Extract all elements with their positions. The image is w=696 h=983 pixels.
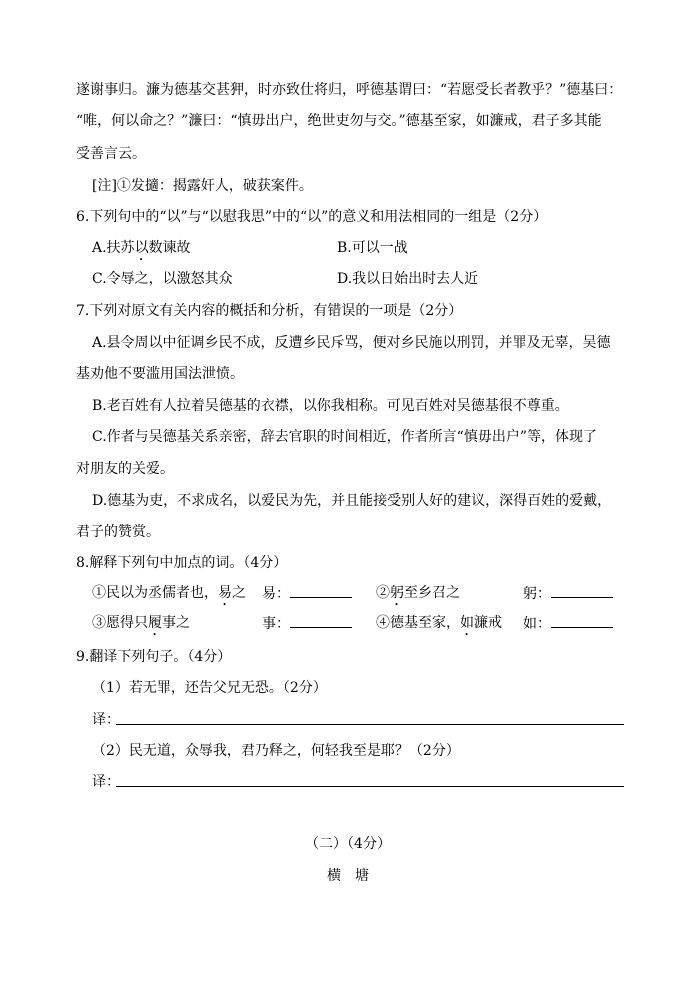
- q7-option-c-line1: C.作者与吴德基关系亲密，辞去官职的时间相近，作者所言“慎毋出户”等，体现了: [92, 429, 597, 445]
- q8-item-2-post: 至乡召之: [404, 585, 460, 601]
- q8-item-2-blank[interactable]: [551, 583, 613, 598]
- q7-option-a-line1: A.县令周以中征调乡民不成，反遭乡民斥骂，便对乡民施以刑罚，并罪及无辜，吴德: [92, 335, 611, 351]
- q7-option-a-line2: 基劝他不要滥用国法泄愤。: [76, 366, 244, 382]
- q8-item-2-answer: [523, 583, 613, 604]
- q8-item-4-post: 濂戒: [474, 615, 502, 631]
- q6-stem: 6.下列句中的“以”与“以慰我思”中的“以”的意义和用法相同的一组是（2分）: [76, 209, 548, 225]
- q8-stem: 8.解释下列句中加点的词。（4分）: [76, 555, 288, 571]
- q8-item-3-post: 事之: [162, 615, 190, 631]
- q6-a-dotted-word: 以: [134, 240, 149, 256]
- q8-item-2-label: 躬：: [523, 586, 551, 602]
- q8-item-4-pre: ④德基至家，: [376, 615, 460, 631]
- poem-title: 横 塘: [327, 868, 369, 884]
- passage-line-2: “唯，何以命之？”濂曰：“慎毋出户，绝世吏勿与交。”德基至家，如濂戒，君子多其能: [76, 113, 602, 129]
- q8-item-3-label: 事：: [262, 616, 290, 632]
- q6-a-post: 数谏故: [148, 240, 191, 256]
- q8-item-2: [376, 583, 460, 609]
- q8-item-1: [92, 583, 246, 609]
- q8-item-2-dotted-word: 躬: [390, 585, 404, 601]
- q7-option-d-line1: D.德基为吏，不求成名，以爱民为先，并且能接受别人好的建议，深得百姓的爱戴，: [92, 493, 612, 509]
- q9-answer-2-line[interactable]: [116, 786, 624, 787]
- q8-item-4-dotted-word: 如: [460, 615, 474, 631]
- q7-stem: 7.下列对原文有关内容的概括和分析，有错误的一项是（2分）: [76, 303, 463, 319]
- q9-answer-1-label: 译：: [92, 712, 120, 728]
- q8-item-1-dotted-word: 易: [218, 585, 232, 601]
- q8-item-4-answer: [523, 613, 613, 634]
- q8-item-1-blank[interactable]: [290, 583, 352, 598]
- passage-line-3: 受善言云。: [76, 146, 146, 162]
- q9-stem: 9.翻译下列句子。（4分）: [76, 649, 232, 665]
- q6-option-d: D.我以日始出时去人近: [337, 271, 479, 287]
- q8-item-3-answer: [262, 613, 352, 634]
- q8-item-4: [376, 613, 502, 639]
- q8-item-4-label: 如：: [523, 616, 551, 632]
- q6-option-a: [92, 238, 191, 264]
- passage-line-1: 遂谢事归。濂为德基交甚狎，时亦致仕将归，呼德基谓曰：“若愿受长者教乎？”德基曰：: [76, 82, 623, 98]
- q8-item-1-answer: [262, 583, 352, 604]
- q8-item-3-blank[interactable]: [290, 613, 352, 628]
- q6-option-c: C.令辱之，以激怒其众: [92, 271, 233, 287]
- q8-item-3-dotted-word: 履: [148, 615, 162, 631]
- q8-item-4-blank[interactable]: [551, 613, 613, 628]
- q9-answer-2-label: 译：: [92, 774, 120, 790]
- q6-a-pre: A.扶苏: [92, 240, 135, 256]
- q9-sentence-1: （1）若无罪，还告父兄无恐。（2分）: [92, 680, 327, 696]
- annotation-note: [注]①发擿：揭露奸人，破获案件。: [92, 178, 313, 194]
- section-2-heading: （二）（4分）: [305, 836, 391, 852]
- q7-option-d-line2: 君子的赞赏。: [76, 524, 160, 540]
- q6-option-b: B.可以一战: [337, 240, 408, 256]
- q8-item-1-label: 易：: [262, 586, 290, 602]
- q8-item-2-pre: ②: [376, 585, 390, 601]
- q8-item-1-pre: ①民以为丞儒者也，: [92, 585, 218, 601]
- q8-item-3-pre: ③愿得只: [92, 615, 148, 631]
- q9-sentence-2: （2）民无道，众辱我，君乃释之，何轻我至是耶？（2分）: [92, 743, 460, 759]
- q9-answer-1-line[interactable]: [116, 724, 624, 725]
- q7-option-c-line2: 对朋友的关爱。: [76, 461, 174, 477]
- q8-item-3: [92, 613, 190, 639]
- q7-option-b: B.老百姓有人拉着吴德基的衣襟，以你我相称。可见百姓对吴德基很不尊重。: [92, 398, 569, 414]
- q8-item-1-post: 之: [232, 585, 246, 601]
